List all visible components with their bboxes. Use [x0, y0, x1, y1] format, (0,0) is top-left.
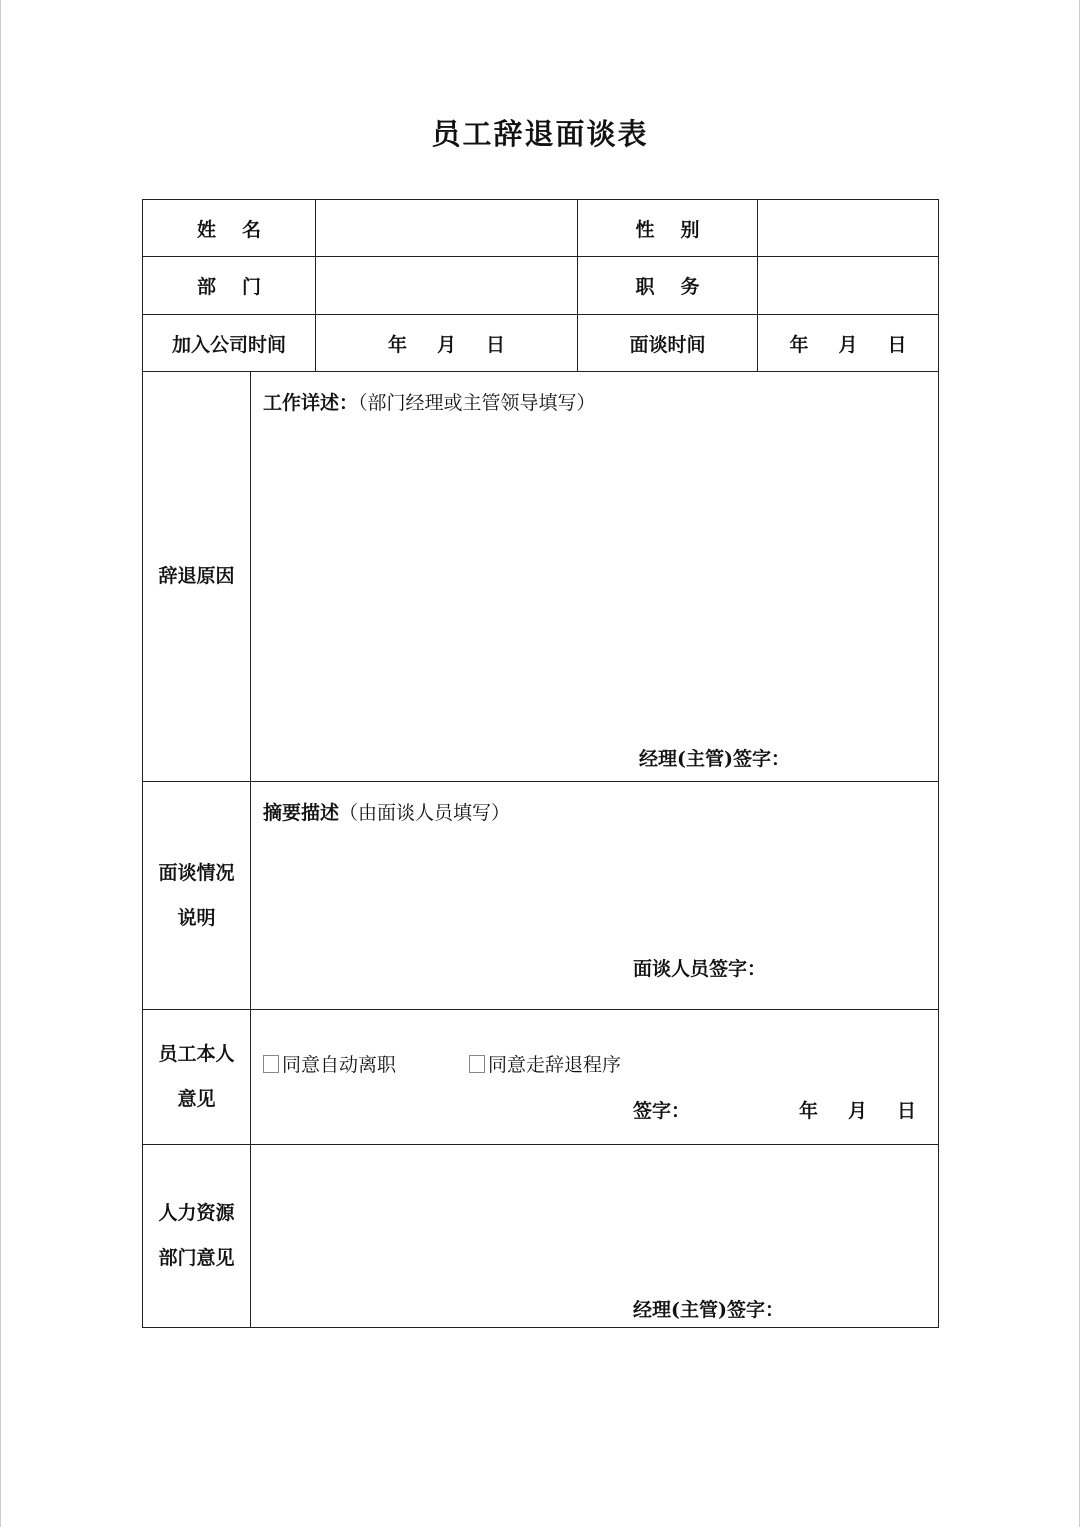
employee-signature-date[interactable]: 年 月 日 — [799, 1100, 917, 1122]
gender-field[interactable] — [758, 200, 939, 257]
work-detail-heading: 工作详述：（部门经理或主管领导填写） — [263, 392, 596, 414]
row-dept-position — [143, 257, 939, 315]
department-label: 部 门 — [143, 257, 316, 315]
dismissal-reason-label: 辞退原因 — [143, 372, 251, 782]
checkbox-icon[interactable] — [263, 1055, 279, 1073]
gender-label: 性 别 — [578, 200, 758, 257]
manager-signature-label: 经理(主管)签字： — [639, 748, 790, 770]
row-interview-summary — [143, 782, 939, 1010]
join-date-field[interactable]: 年 月 日 — [316, 315, 578, 372]
row-employee-opinion — [143, 1010, 939, 1145]
dismissal-interview-form — [142, 199, 939, 1328]
interview-date-label: 面谈时间 — [578, 315, 758, 372]
hr-opinion-field[interactable] — [251, 1145, 939, 1328]
position-field[interactable] — [758, 257, 939, 315]
interviewer-signature-label: 面谈人员签字： — [633, 958, 767, 980]
summary-heading: 摘要描述（由面谈人员填写） — [263, 802, 511, 824]
row-dates — [143, 315, 939, 372]
interview-date-field[interactable]: 年 月 日 — [758, 315, 939, 372]
option-voluntary-resignation[interactable]: 同意自动离职 — [263, 1050, 396, 1077]
department-field[interactable] — [316, 257, 578, 315]
interview-summary-label: 面谈情况 说明 — [143, 782, 251, 1010]
page-title: 员工辞退面谈表 — [431, 117, 649, 151]
row-name-gender — [143, 200, 939, 257]
position-label: 职 务 — [578, 257, 758, 315]
join-date-label: 加入公司时间 — [143, 315, 316, 372]
name-field[interactable] — [316, 200, 578, 257]
employee-opinion-field — [251, 1010, 939, 1145]
row-hr-opinion — [143, 1145, 939, 1328]
dismissal-reason-field[interactable] — [251, 372, 939, 782]
option-dismissal-procedure[interactable]: 同意走辞退程序 — [469, 1050, 621, 1077]
row-dismissal-reason — [143, 372, 939, 782]
page-left-edge — [0, 0, 1, 1527]
hr-manager-signature-label: 经理(主管)签字： — [633, 1299, 784, 1321]
name-label: 姓 名 — [143, 200, 316, 257]
interview-summary-field[interactable] — [251, 782, 939, 1010]
checkbox-icon[interactable] — [469, 1055, 485, 1073]
employee-signature-label: 签字： — [633, 1100, 691, 1122]
employee-opinion-label: 员工本人 意见 — [143, 1010, 251, 1145]
hr-opinion-label: 人力资源 部门意见 — [143, 1145, 251, 1328]
